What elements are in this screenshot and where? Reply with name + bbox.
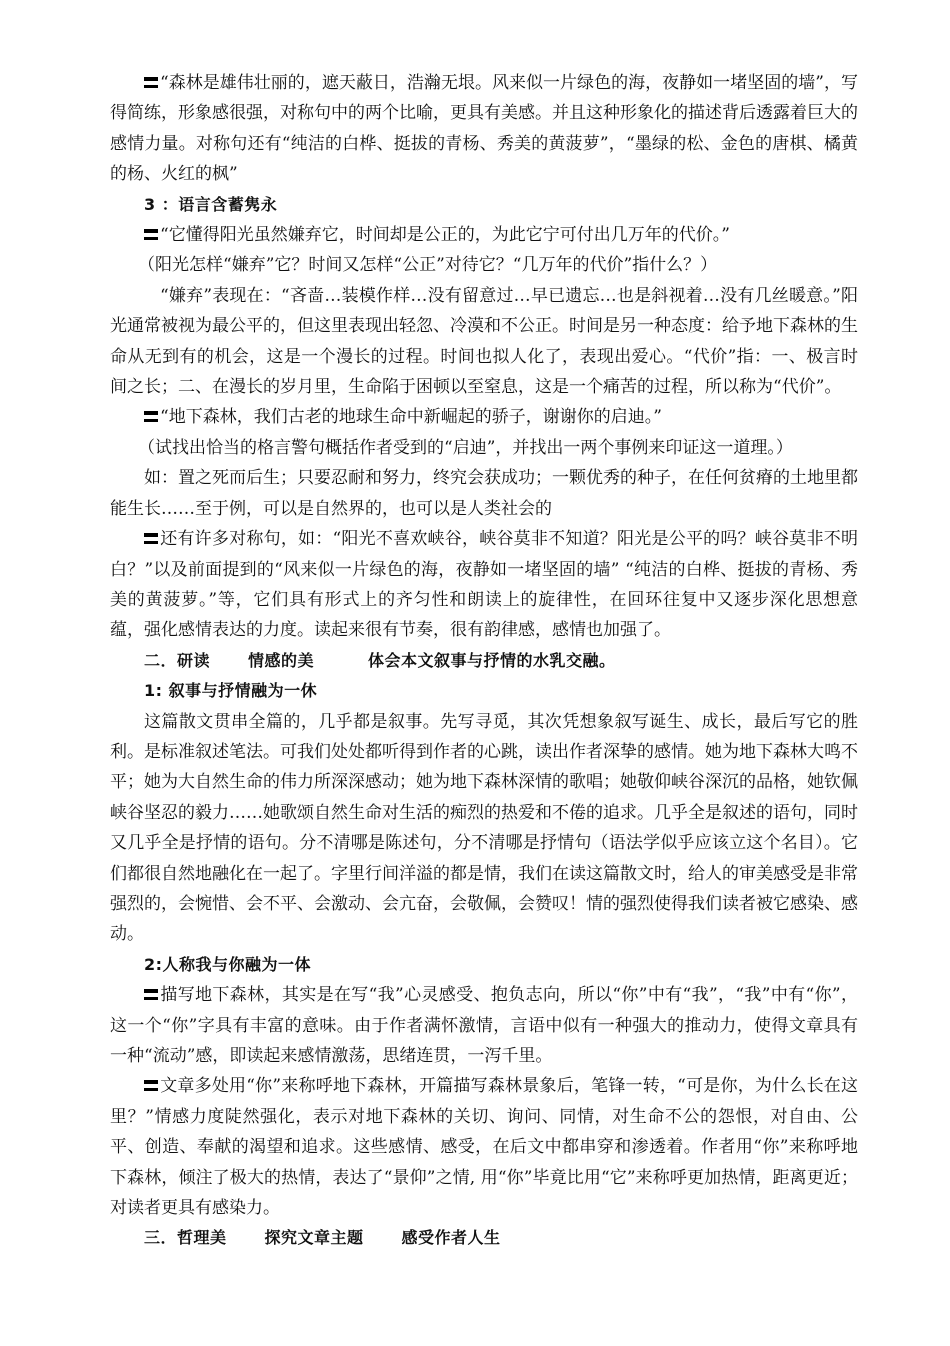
quote-underground-forest: “地下森林，我们古老的地球生命中新崛起的骄子，谢谢你的启迪。” xyxy=(110,402,858,432)
heading-section-two: 二．研读 情感的美 体会本文叙事与抒情的水乳交融。 xyxy=(144,650,616,670)
paragraph-symmetric-sentences: 还有许多对称句，如：“阳光不喜欢峡谷，峡谷莫非不知道？阳光是公平的吗？峡谷莫非不明白？”以及前面提到的“风来似一片绿色的海，夜静如一堵坚固的墙” “纯洁的白桦、挺拔的青杨、秀美的黄菠萝。”等，它们具有形式上的齐匀性和朗读上的旋律性，在回环往复中又逐步深化思想意蕴，强化感情表达的力度。读起来很有节奏，很有韵律感，感情也加强了。 xyxy=(110,529,858,641)
bullet-mark-icon xyxy=(144,229,158,240)
paragraph-symmetric-metaphor: “森林是雄伟壮丽的，遮天蔽日，浩瀚无垠。风来似一片绿色的海，夜静如一堵坚固的墙”，写得简练，形象感很强，对称句中的两个比喻，更具有美感。并且这种形象化的描述背后透露着巨大的感情力量。对称句还有“纯洁的白桦、挺拔的青杨、秀美的黄菠萝”，“墨绿的松、金色的唐棋、橘黄的杨、火红的枫” xyxy=(110,73,858,185)
heading-section-three: 三．哲理美 探究文章主题 感受作者人生 xyxy=(144,1228,501,1248)
question-sunlight-time: （阳光怎样“嫌弃”它？时间又怎样“公正”对待它？“几万年的代价”指什么？） xyxy=(138,255,718,276)
question-inspiration: （试找出恰当的格言警句概括作者受到的“启迪”，并找出一两个事例来印证这一道理。） xyxy=(138,437,793,458)
heading-person-merge: 2:人称我与你融为一体 xyxy=(144,954,312,974)
paragraph-narration-lyric: 这篇散文贯串全篇的，几乎都是叙事。先写寻觅，其次凭想象叙写诞生、成长，最后写它的胜利。是标准叙述笔法。可我们处处都听得到作者的心跳，读出作者深挚的感情。她为地下森林大鸣不平；她为大自然生命的伟力所深深感动；她为地下森林深情的歌唱；她敬仰峡谷深沉的品格，她钦佩峡谷坚忍的毅力……她歌颂自然生命对生活的痴烈的热爱和不倦的追求。几乎全是叙述的语句，同时又几乎全是抒情的语句。分不清哪是陈述句，分不清哪是抒情句（语法学似乎应该立这个名目）。它们都很自然地融化在一起了。字里行间洋溢的都是情，我们在读这篇散文时，给人的审美感受是非常强烈的，会惋惜、会不平、会激动、会亢奋，会敬佩，会赞叹！情的强烈使得我们读者被它感染、感动。 xyxy=(110,711,858,945)
paragraph-using-you: 文章多处用“你”来称呼地下森林，开篇描写森林景象后，笔锋一转，“可是你，为什么长在这里？”情感力度陡然强化，表示对地下森林的关切、询问、同情，对生命不公的怨恨，对自由、公平、创造、奉献的渴望和追求。这些感情、感受，在后文中都串穿和渗透着。作者用“你”来称呼地下森林，倾注了极大的热情，表达了“景仰”之情, 用“你”毕竟比用“它”来称呼更加热情，距离更近；对读者更具有感染力。 xyxy=(110,1076,858,1219)
bullet-mark-icon xyxy=(144,77,158,88)
bullet-mark-icon xyxy=(144,1080,158,1091)
paragraph-examples: 如：置之死而后生；只要忍耐和努力，终究会获成功；一颗优秀的种子，在任何贫瘠的土地里都能生长……至于例，可以是自然界的，也可以是人类社会的 xyxy=(110,468,858,519)
heading-language-implicit: 3 ：语言含蓄隽永 xyxy=(144,194,278,214)
quote-sunlight-time: “它懂得阳光虽然嫌弃它，时间却是公正的，为此它宁可付出几万年的代价。” xyxy=(110,220,858,250)
paragraph-disdain-explanation: “嫌弃”表现在：“吝啬…装模作样…没有留意过…早已遗忘…也是斜视着…没有几丝暖意。”阳光通常被视为最公平的，但这里表现出轻忽、冷漠和不公正。时间是另一种态度：给予地下森林的生命从无到有的机会，这是一个漫长的过程。时间也拟人化了，表现出爱心。“代价”指：一、极言时间之长；二、在漫长的岁月里，生命陷于困顿以至窒息，这是一个痛苦的过程，所以称为“代价”。 xyxy=(110,285,858,398)
bullet-mark-icon xyxy=(144,533,158,544)
paragraph-you-and-me: 描写地下森林，其实是在写“我”心灵感受、抱负志向，所以“你”中有“我”，“我”中有“你”，这一个“你”字具有丰富的意味。由于作者满怀激情，言语中似有一种强大的推动力，使得文章具有一种“流动”感，即读起来感情激荡，思绪连贯，一泻千里。 xyxy=(110,985,858,1066)
bullet-mark-icon xyxy=(144,411,158,422)
heading-narration-lyric: 1: 叙事与抒情融为一休 xyxy=(144,681,318,701)
bullet-mark-icon xyxy=(144,989,158,1000)
